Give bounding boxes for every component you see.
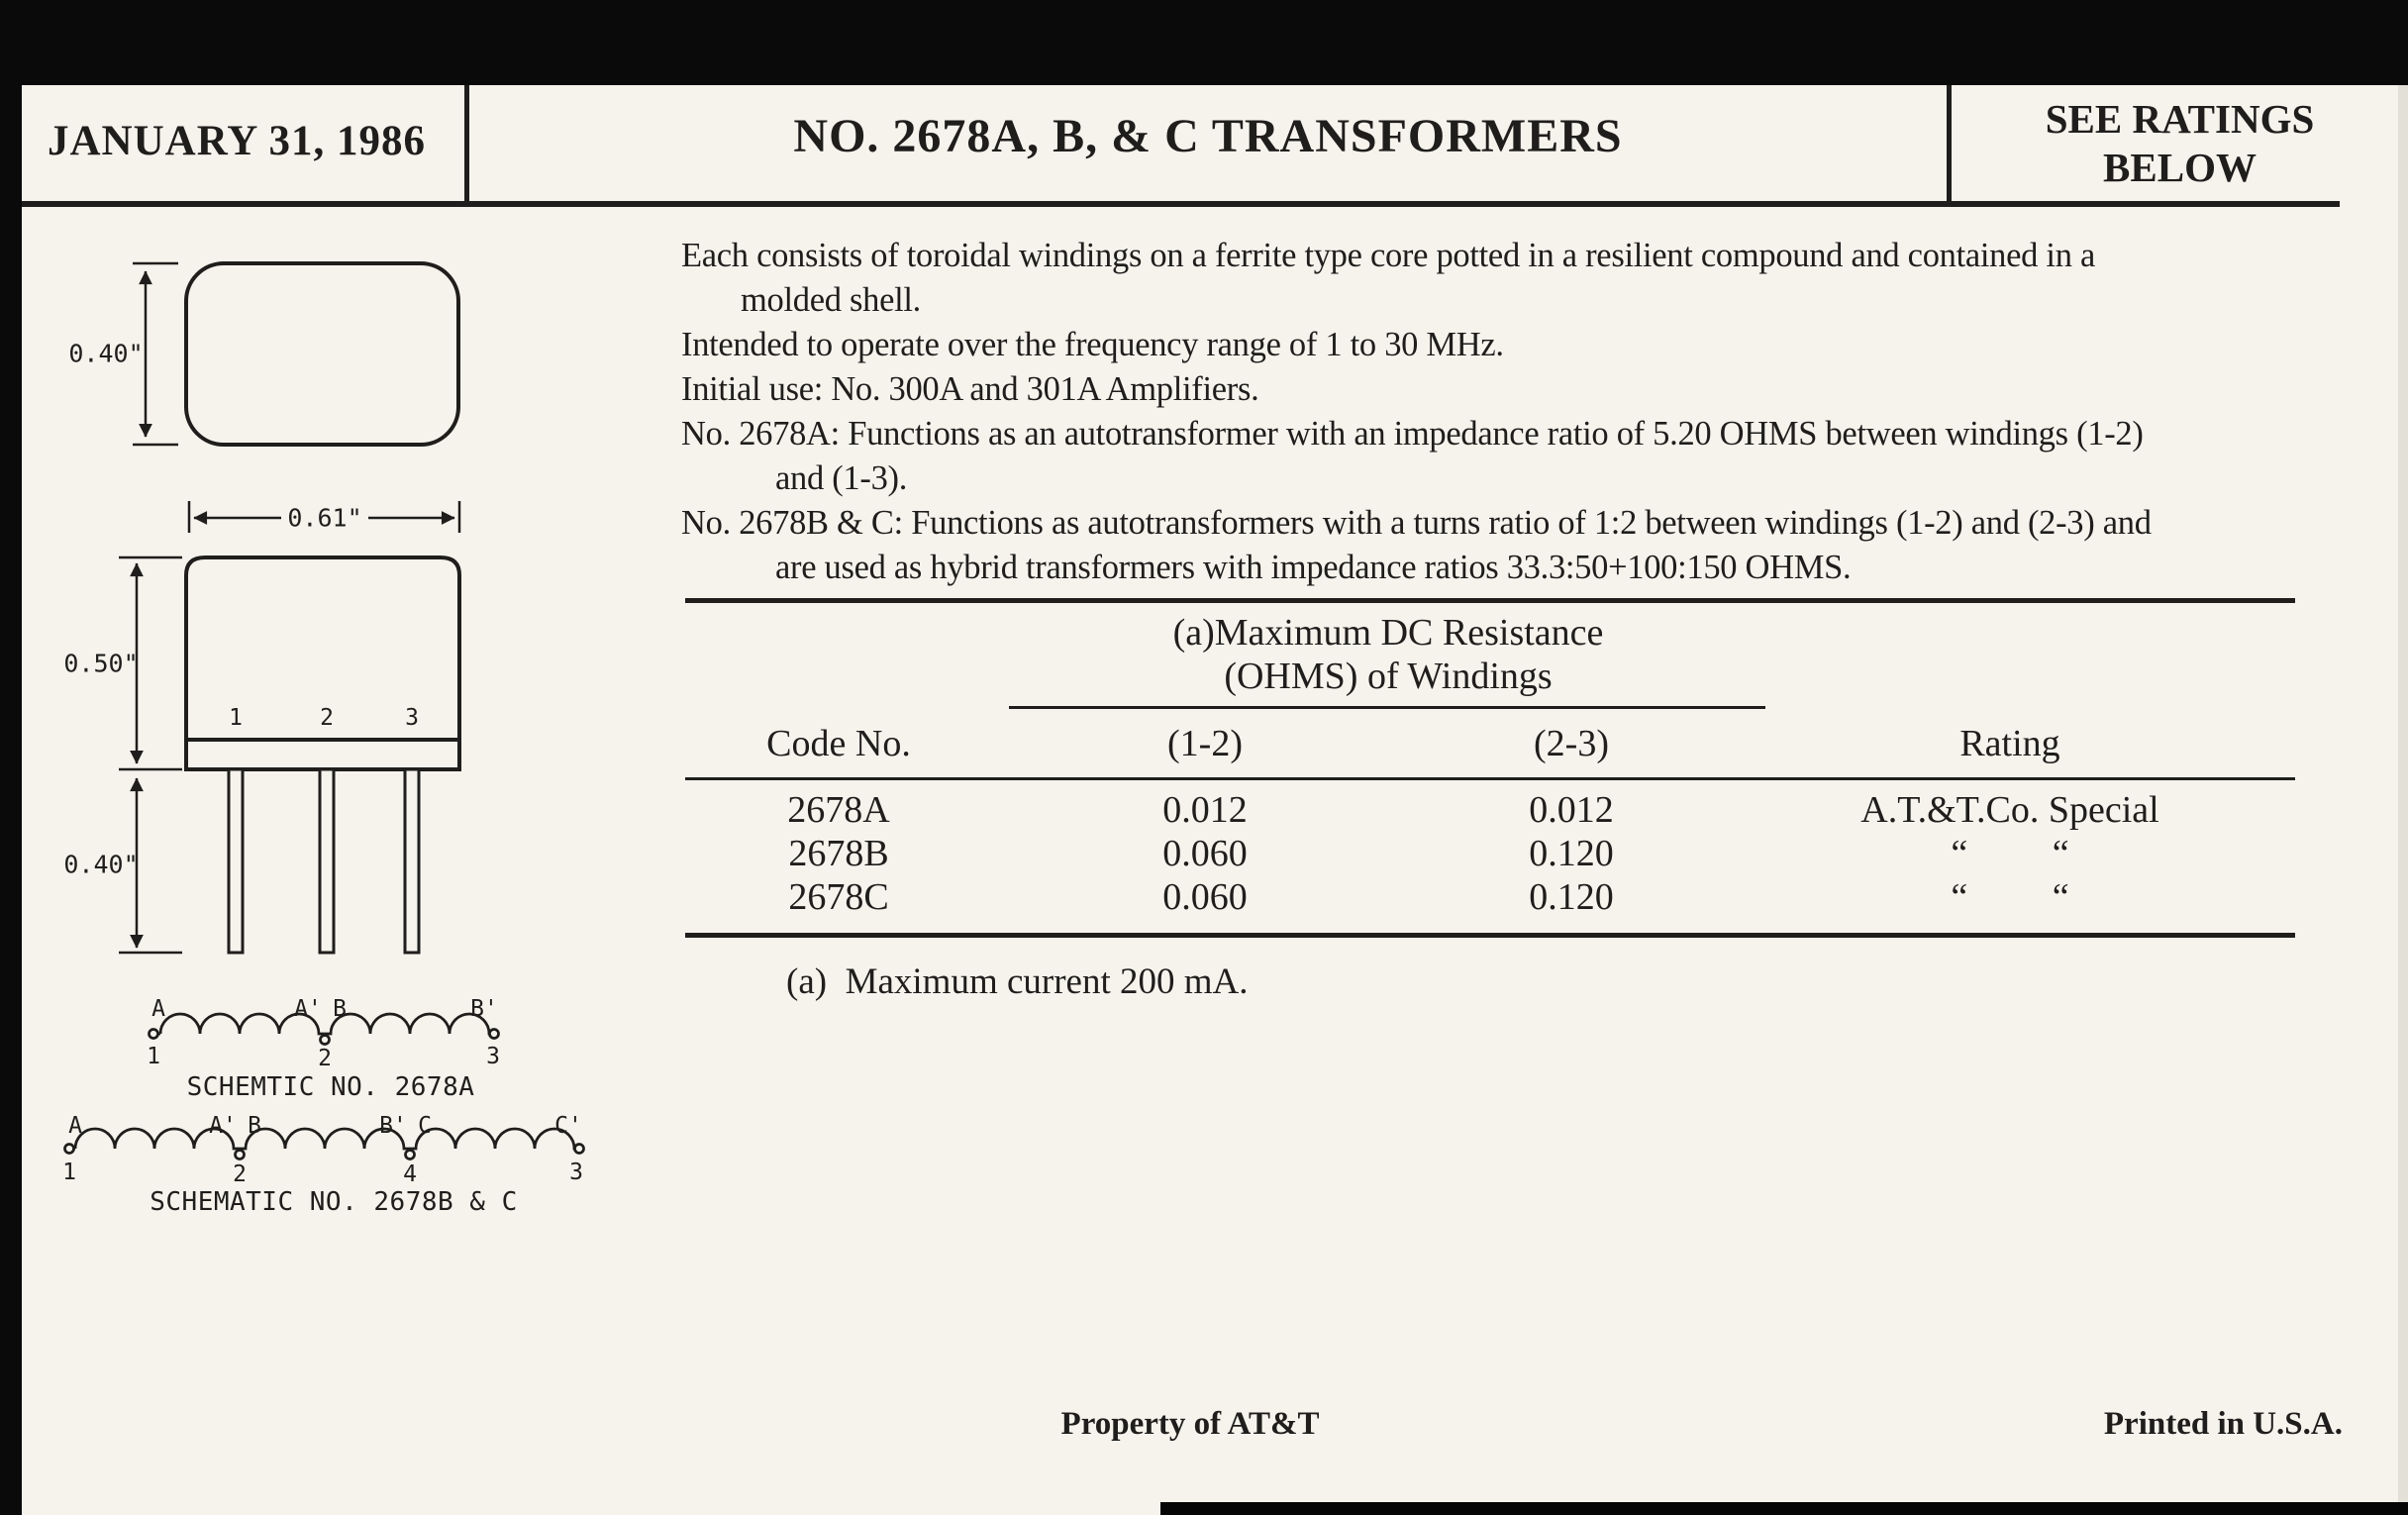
- pin-2: [320, 769, 334, 953]
- cell-r12: 0.060: [1162, 876, 1248, 918]
- document-title: NO. 2678A, B, & C TRANSFORMERS: [793, 110, 1623, 162]
- schematic-bc-terminal-number: 4: [403, 1162, 417, 1187]
- table-footnote: (a) Maximum current 200 mA.: [786, 961, 1249, 1002]
- dc-resistance-table: [685, 598, 2295, 938]
- top-view-outline: [186, 263, 458, 445]
- scan-bottom-edge: [1160, 1502, 2408, 1515]
- cell-r12: 0.060: [1162, 833, 1248, 874]
- schematic-bc-winding-label: C': [554, 1113, 582, 1139]
- ratings-note-line2: BELOW: [2103, 145, 2257, 190]
- description-text: [681, 234, 2152, 590]
- cell-code: 2678B: [788, 833, 889, 874]
- dimension-width: 0.61": [287, 503, 362, 533]
- schematic-bc-terminal-number: 2: [233, 1162, 247, 1187]
- cell-rating: A.T.&T.Co. Special: [1860, 789, 2159, 831]
- ratings-note-line1: SEE RATINGS: [2045, 96, 2315, 142]
- schematic-bc-winding-label: C: [418, 1113, 432, 1139]
- dimension-body-height: 0.50": [63, 649, 139, 678]
- schematic-bc-caption: SCHEMATIC NO. 2678B & C: [150, 1187, 518, 1217]
- schematic-bc-winding-label: A': [209, 1113, 237, 1139]
- table-span-header-line1: (a)Maximum DC Resistance: [1172, 612, 1604, 654]
- description-line: No. 2678A: Functions as an autotransformer with an impedance ratio of 5.20 OHMS between windings (1-2): [681, 415, 2144, 453]
- description-line: Each consists of toroidal windings on a ferrite type core potted in a resilient compound and contained in a: [681, 237, 2095, 274]
- schematic-a-winding-label: B: [333, 996, 347, 1022]
- document-date: JANUARY 31, 1986: [48, 118, 426, 164]
- dimension-pin-length: 0.40": [63, 850, 139, 879]
- column-header-1-2: (1-2): [1167, 723, 1243, 764]
- schematic-bc-winding-label: B': [379, 1113, 407, 1139]
- table-span-header-line2: (OHMS) of Windings: [1224, 656, 1553, 697]
- table-header-row: [685, 709, 2295, 777]
- ratings-note: [1952, 95, 2408, 192]
- pin-number-3: 3: [405, 705, 419, 731]
- table-span-header: [1012, 611, 1764, 698]
- cell-rating: “ “: [1951, 876, 2069, 918]
- schematic-a-terminal-number: 3: [486, 1044, 500, 1069]
- description-line: are used as hybrid transformers with impedance ratios 33.3:50+100:150 OHMS.: [775, 549, 1852, 586]
- header-rule: [22, 201, 2340, 207]
- cell-code: 2678A: [787, 789, 890, 831]
- schematic-a-linework: [150, 1014, 499, 1045]
- table-row: [685, 875, 2295, 919]
- cell-r23: 0.012: [1529, 789, 1614, 831]
- page-edge-shading: [2398, 85, 2408, 1515]
- dimension-top-height: 0.40": [68, 339, 144, 368]
- cell-r12: 0.012: [1162, 789, 1248, 831]
- schematic-a-caption: SCHEMTIC NO. 2678A: [186, 1072, 475, 1102]
- description-line: No. 2678B & C: Functions as autotransformers with a turns ratio of 1:2 between windings (1-2) and (2-3) and: [681, 504, 2152, 542]
- description-line: Initial use: No. 300A and 301A Amplifiers.: [681, 370, 1259, 408]
- schematic-a-winding-label: A: [151, 996, 165, 1022]
- footer-printed: Printed in U.S.A.: [2103, 1406, 2343, 1442]
- cell-code: 2678C: [788, 876, 889, 918]
- description-line: and (1-3).: [775, 459, 908, 497]
- schematic-a-winding-label: B': [470, 996, 498, 1022]
- description-line: Intended to operate over the frequency range of 1 to 30 MHz.: [681, 326, 1504, 363]
- schematic-bc-terminal-number: 3: [569, 1160, 583, 1185]
- technical-drawings: [61, 234, 695, 1254]
- cell-rating: “ “: [1951, 833, 2069, 874]
- pin-number-2: 2: [320, 705, 334, 731]
- description-line: molded shell.: [741, 281, 921, 319]
- schematic-bc-terminal-number: 1: [62, 1160, 76, 1185]
- table-row: [685, 788, 2295, 832]
- document-page: [22, 85, 2408, 1515]
- schematic-bc-linework: [65, 1129, 584, 1160]
- schematic-bc-winding-label: A: [68, 1113, 82, 1139]
- cell-r23: 0.120: [1529, 833, 1614, 874]
- schematic-a-terminal-number: 1: [147, 1044, 160, 1069]
- footer-property: Property of AT&T: [1060, 1406, 1320, 1442]
- schematic-a-terminal-number: 2: [318, 1046, 332, 1071]
- pin-3: [405, 769, 419, 953]
- pin-1: [229, 769, 243, 953]
- pin-number-1: 1: [229, 705, 243, 731]
- schematic-bc-winding-label: B: [248, 1113, 261, 1139]
- column-header-code: Code No.: [766, 723, 911, 764]
- schematic-a-winding-label: A': [294, 996, 322, 1022]
- table-row: [685, 832, 2295, 875]
- column-header-rating: Rating: [1959, 723, 2060, 764]
- cell-r23: 0.120: [1529, 876, 1614, 918]
- table-body: [685, 780, 2295, 933]
- column-header-2-3: (2-3): [1534, 723, 1609, 764]
- side-view-base: [186, 740, 459, 769]
